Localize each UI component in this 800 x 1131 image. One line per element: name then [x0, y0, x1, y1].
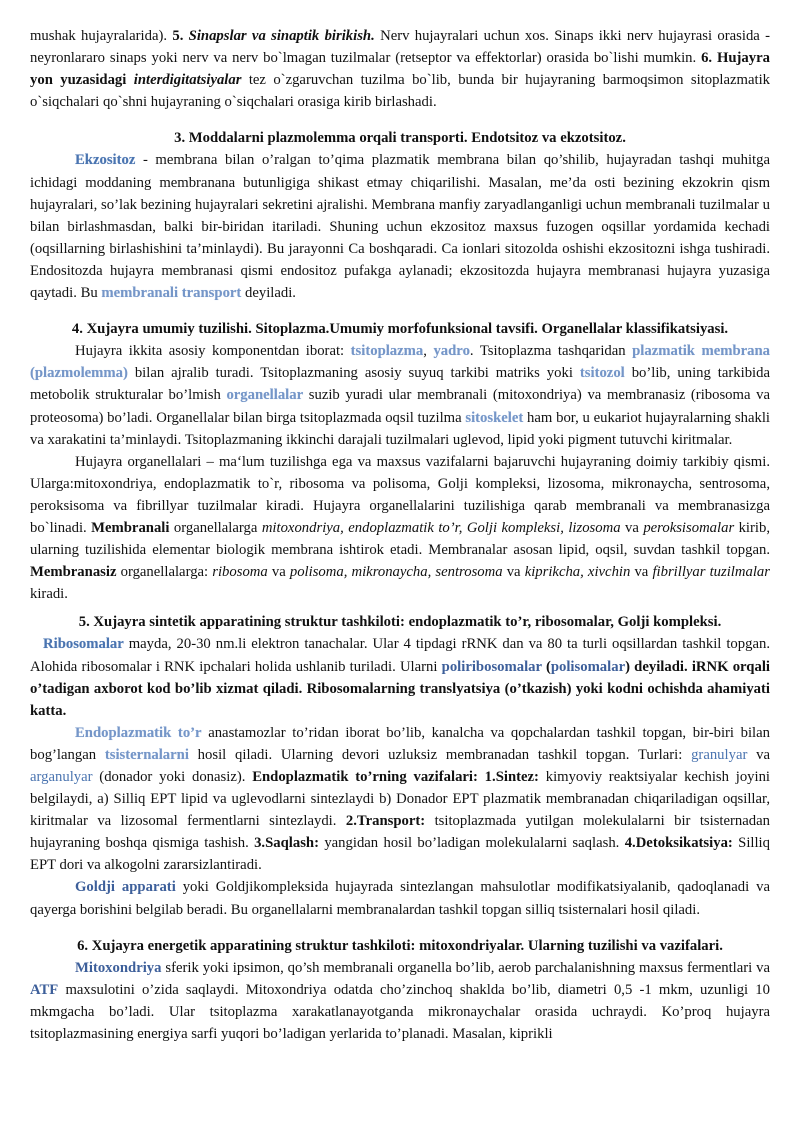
heading-cell-structure: 4. Xujayra umumiy tuzilishi. Sitoplazma.Umumiy morfofunksional tavsifi. Organellalar klassifikatsiyasi.: [71, 321, 729, 338]
heading-transport: 3. Moddalarni plazmolemma orqali transporti. Endotsitoz va ekzotsitoz.: [174, 130, 626, 147]
term-yadro: yadro: [433, 343, 470, 360]
term-plazmatik-membrana: plazmatik membrana (plazmolemma): [30, 343, 770, 382]
paragraph-cell-components: Hujayra ikkita asosiy komponentdan iborat: tsitoplazma, yadro. Tsitoplazma tashqaridan plazmatik membrana (plazmolemma) bilan ajralib turadi. Tsitoplazmaning asosiy suyuq tarkibi matriks yoki tsitozol bo’lib, uning tarkibida metobolik strukturalar bo’lmish organellalar suzib yuradi ular membranali (mitoxondriya) va membranasiz (ribosoma va proteosoma) bo’ladi. Organellalar bilan birga tsitoplazmada oqsil tuzilma sitoskelet ham bor, u eukariot hujayralarning shakli va xarakatini ta’minlaydi. Tsitoplazmaning ikkinchi darajali tuzilmalari uglevod, lipid yoki pigment tutuvchi kiritmalar.: [30, 343, 770, 448]
term-poliribosomalar: poliribosomalar: [441, 658, 542, 675]
term-ekzositoz: Ekzositoz: [75, 152, 136, 169]
term-granulyar: granulyar: [691, 746, 748, 763]
term-organellalar: organellalar: [226, 387, 304, 404]
term-tsitozol: tsitozol: [579, 365, 625, 382]
term-tsisternalarni: tsisternalarni: [104, 746, 189, 763]
term-atf: ATF: [30, 981, 59, 998]
paragraph-organelles: Hujayra organellalari – ma‘lum tuzilishga ega va maxsus vazifalarni bajaruvchi hujayraning doimiy tarkibiy qismi. Ularga:mitoxondriya, endoplazmatik to`r, ribosoma va polisoma, Golji kompleksi, lizosoma, mikronaycha, sentrosoma, peroksisoma va fibrillyar tuzilmalar kiradi. Hujayra organellalarini tuzilishiga qarab membranali va membranasizga bo`linadi. Membranali organellalarga mitoxondriya, endoplazmatik to’r, Golji kompleksi, lizosoma va peroksisomalar kirib, ularning tuzilishida elementar biologik membrana ishtirok etadi. Membranalar asosan lipid, oqsil, suvdan tashkil topgan. Membranasiz organellalarga: ribosoma va polisoma, mikronaycha, sentrosoma va kiprikcha, xivchin va fibrillyar tuzilmalar kiradi.: [30, 453, 771, 603]
term-membranali-transport: membranali transport: [101, 285, 242, 302]
paragraph-mitochondria: Mitoxondriya sferik yoki ipsimon, qo’sh membranali organella bo’lib, aerob parchalanishning maxsus fermentlari va ATF maxsulotini o’zida saqlaydi. Mitoxondriya odatda cho’zinchoq shaklda bo’lib, diametri 0,5 -1 mkm, uzunligi 10 mkmgacha bo’ladi. Ular tsitoplazma xarakatlanayotganda mikronaychalar orasida uchraydi. Ko’proq hujayra tsitoplazmasining energiya sarfi yuqori bo’ladigan yerlarida to’planadi. Masalan, kiprikli: [30, 959, 770, 1043]
term-sitoskelet: sitoskelet: [465, 409, 524, 426]
term-endoplazmatik-tor: Endoplazmatik to’r: [75, 724, 202, 741]
term-tsitoplazma: tsitoplazma: [350, 343, 424, 360]
paragraph-exocytosis: Ekzositoz - membrana bilan o’ralgan to’qima plazmatik membrana bilan qo’shilib, hujayradan tashqi muhitga ichidagi moddaning membranana butunligiga shikast etmay chiqarilishi. Masalan, me’da osti bezining ekzokrin qism hujayralari, so’lak bezining hujayralari sekretini ajralishi. Membrana manfiy zaryadlanganligi uchun membranali tuzilmalar u bilan birlashmasdan, balki bir-biridan itariladi. Shuning uchun ekzositoz maxsus fuzogen oqsillar yordamida kechadi (oqsillarning birlashishini ta’minlaydi). Bu jarayonni Ca boshqaradi. Ca ionlari sitozolda oshishi ekzositozni ishga tushiradi. Endositozda hujayra membranasi qismi endositoz pufakga aylanadi; ekzositozda hujayra membranasi hujayra yuzasiga qaytadi. Bu membranali transport deyiladi.: [30, 152, 770, 302]
paragraph-synapses: mushak hujayralarida). 5. Sinapslar va sinaptik birikish. Nerv hujayralari uchun xos. Sinaps ikki nerv hujayrasi orasida - neyronlararo sinaps yoki nerv va nerv bo`lmagan tuzilmalar (retseptor va effektorlar) orasida bo`lishi mumkin. 6. Hujayra yon yuzasidagi interdigitatsiyalar tez o`zgaruvchan tuzilma bo`lib, bunda bir hujayraning barmoqsimon sitoplazmatik o`siqchalari qo`shni hujayraning o`siqchalari orasiga kirib birlashadi.: [30, 28, 771, 111]
term-arganulyar: arganulyar: [30, 769, 93, 785]
heading-energy-apparatus: 6. Xujayra energetik apparatining struktur tashkiloti: mitoxondriyalar. Ularning tuzilishi va vazifalari.: [77, 937, 723, 954]
term-mitoxondriya: Mitoxondriya: [75, 959, 162, 976]
paragraph-endoplasmic-reticulum: Endoplazmatik to’r anastamozlar to’ridan iborat bo’lib, kanalcha va qopchalardan tashkil topgan, bir-biri bilan bog’langan tsisternalarni hosil qiladi. Ularning devori uzluksiz membranadan tashkil topgan. Turlari: granulyar va arganulyar (donador yoki donasiz). Endoplazmatik to’rning vazifalari: 1.Sintez: kimyoviy reaktsiyalar kechish joyini belgilaydi, a) Silliq EPT lipid va uglevodlarni sintezlaydi b) Donador EPT plazmatik membranadan chiqariladigan oqsillar, kiritmalar va lizosomal fermentlarni sintezlaydi. 2.Transport: tsitoplazmada yutilgan molekulalarni bir tsisternadan hujayraning boshqa qismiga tashish. 3.Saqlash: yangidan hosil bo’ladigan molekulalarni saqlash. 4.Detoksikatsiya: Silliq EPT dori va alkogolni zararsizlantiradi.: [30, 724, 771, 874]
paragraph-golgi: Goldji apparati yoki Goldjikompleksida hujayrada sintezlangan mahsulotlar modifikatsiyalanib, qadoqlanadi va qayerga borishini belgilab beradi. Bu organellalarni membranalardan tashkil topgan silliq tsisternalari hosil qiladi.: [30, 879, 770, 918]
term-polisomalar: polisomalar: [550, 658, 626, 675]
heading-synthetic-apparatus: 5. Xujayra sintetik apparatining struktur tashkiloti: endoplazmatik to’r, ribosomalar, Golji kompleksi.: [78, 614, 722, 631]
term-ribosomalar: Ribosomalar: [43, 636, 124, 653]
term-goldji-apparati: Goldji apparati: [75, 879, 176, 896]
paragraph-ribosomes: Ribosomalar mayda, 20-30 nm.li elektron tanachalar. Ular 4 tipdagi rRNK dan va 80 ta turli oqsillardan tashkil topgan. Alohida ribosomalar i RNK ipchalari holida ushlanib turiladi. Ularni poliribosomalar (polisomalar) deyiladi. iRNK orqali o’tadigan axborot kod bo’lib xizmat qiladi. Ribosomalarning translyatsiya (o’tkazish) yoki kodni ochishda ahamiyati katta.: [30, 636, 770, 719]
